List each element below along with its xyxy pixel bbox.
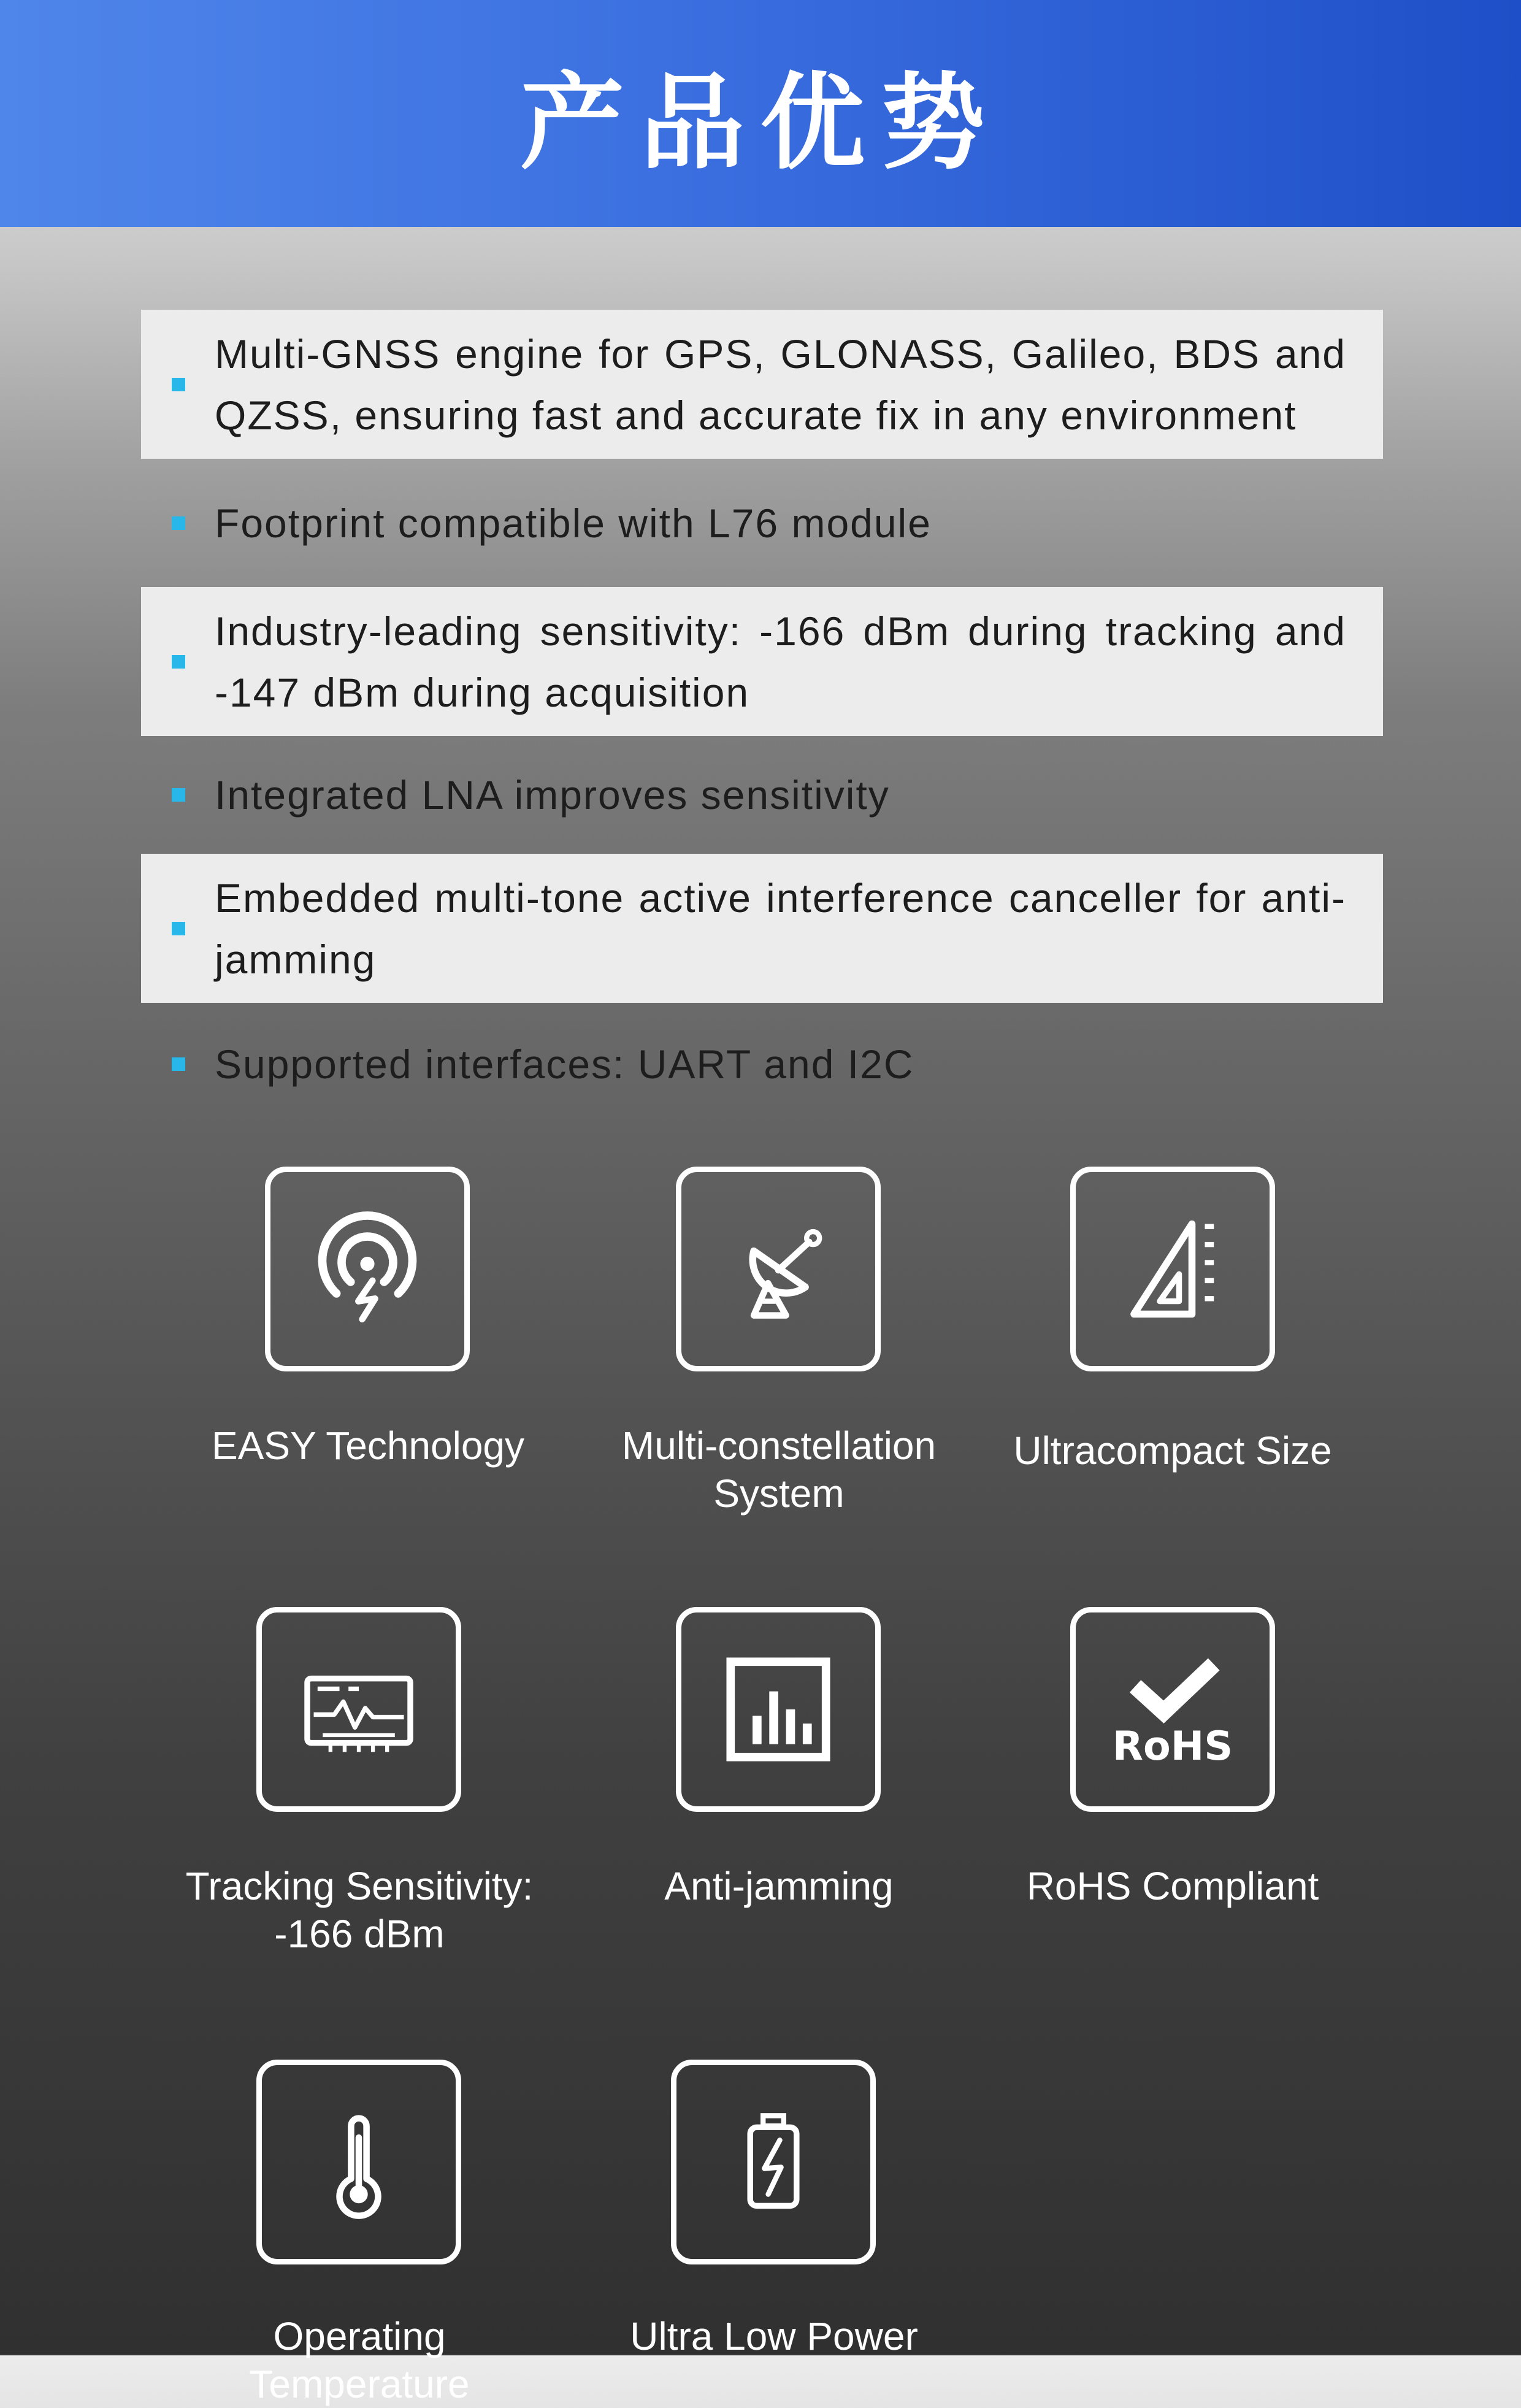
rohs-check-icon [1108, 1645, 1237, 1774]
easy-technology-label: EASY Technology [212, 1424, 524, 1468]
feature-text: Industry-leading sensitivity: -166 dBm during tracking and -147 dBm during acquisition [215, 608, 1346, 715]
feature-item [141, 1003, 1383, 1125]
anti-jamming-label: Anti-jamming [664, 1864, 894, 1908]
bullet-icon [172, 516, 185, 530]
bullet-icon [172, 655, 185, 669]
feature-item [141, 587, 1383, 736]
ultracompact-label: Ultracompact Size [1013, 1428, 1332, 1473]
feature-text: Embedded multi-tone active interference canceller for anti-jamming [215, 875, 1346, 982]
bullet-icon [172, 788, 185, 802]
rohs-badge-text: RoHS [1112, 1723, 1233, 1770]
bullet-icon [172, 378, 185, 391]
operating-temperature-label: Operating Temperature [249, 2314, 470, 2406]
satellite-dish-icon [714, 1205, 843, 1333]
bullet-icon [172, 922, 185, 935]
signal-monitor-icon [294, 1645, 423, 1774]
multi-constellation-label: Multi-constellation System [621, 1424, 937, 1516]
ruler-triangle-icon [1108, 1205, 1237, 1333]
easy-technology-tile [265, 1167, 470, 1371]
feature-text: Integrated LNA improves sensitivity [215, 772, 890, 818]
anti-jamming-tile [676, 1607, 881, 1812]
header-banner [0, 0, 1521, 227]
ultra-low-power-tile [671, 2060, 876, 2264]
feature-text: Multi-GNSS engine for GPS, GLONASS, Galileo, BDS and QZSS, ensuring fast and accurate fix in any environment [215, 331, 1346, 438]
ultracompact-tile [1070, 1167, 1275, 1371]
feature-text: Footprint compatible with L76 module [215, 500, 932, 546]
feature-text: Supported interfaces: UART and I2C [215, 1041, 914, 1087]
rohs-tile [1070, 1607, 1275, 1812]
thermometer-icon [294, 2098, 423, 2226]
rohs-label: RoHS Compliant [1026, 1864, 1319, 1908]
page-title: 产品优势 [519, 62, 1001, 184]
bullet-icon [172, 1057, 185, 1071]
tracking-sensitivity-label: Tracking Sensitivity: -166 dBm [185, 1864, 534, 1956]
bar-chart-icon [714, 1645, 843, 1774]
feature-item [141, 854, 1383, 1003]
battery-bolt-icon [709, 2098, 838, 2226]
tracking-sensitivity-tile [256, 1607, 461, 1812]
ultra-low-power-label: Ultra Low Power [630, 2314, 918, 2358]
feature-item [141, 459, 1383, 587]
operating-temperature-tile [256, 2060, 461, 2264]
multi-constellation-tile [676, 1167, 881, 1371]
feature-item [141, 310, 1383, 459]
feature-item [141, 736, 1383, 854]
easy-technology-icon [303, 1205, 432, 1333]
